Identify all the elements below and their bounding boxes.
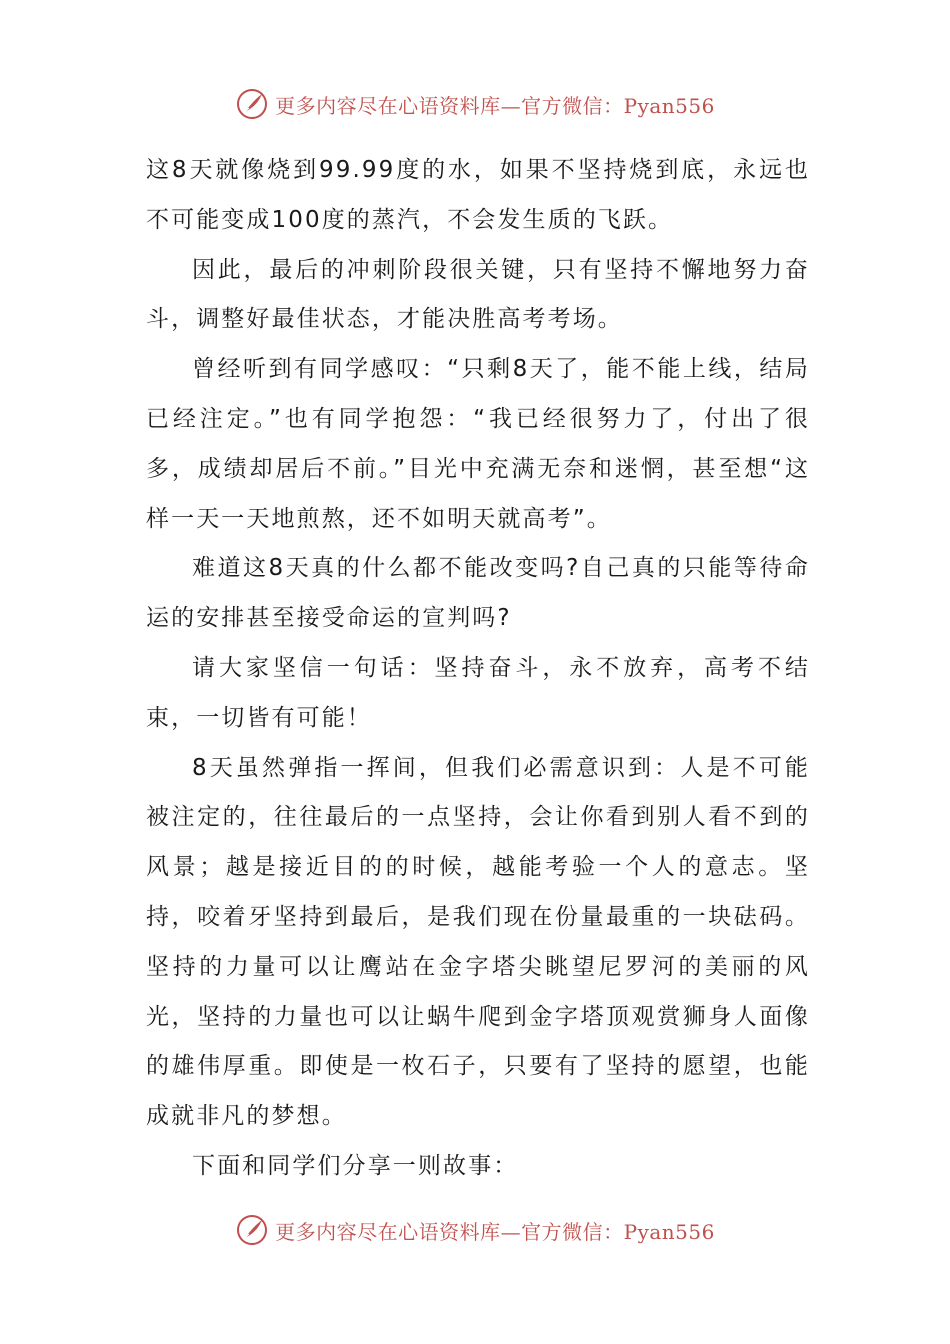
header-watermark-text: 更多内容尽在心语资料库—官方微信：Pyan556 — [275, 93, 715, 118]
paragraph: 难道这8天真的什么都不能改变吗?自己真的只能等待命运的安排甚至接受命运的宣判吗? — [146, 555, 810, 632]
quill-pen-logo-icon — [235, 1213, 269, 1247]
header-watermark — [0, 84, 950, 124]
body-text — [146, 146, 810, 1192]
paragraph: 请大家坚信一句话：坚持奋斗，永不放弃，高考不结束，一切皆有可能！ — [146, 654, 810, 731]
paragraph: 因此，最后的冲刺阶段很关键，只有坚持不懈地努力奋斗，调整好最佳状态，才能决胜高考考场。 — [146, 256, 810, 333]
paragraph: 这8天就像烧到99.99度的水，如果不坚持烧到底，永远也不可能变成100度的蒸汽，不会发生质的飞跃。 — [146, 157, 810, 233]
paragraph: 曾经听到有同学感叹：“只剩8天了，能不能上线，结局已经注定。”也有同学抱怨：“我已经很努力了，付出了很多，成绩却居后不前。”目光中充满无奈和迷惘，甚至想“这样一天一天地煎熬，还不如明天就高考”。 — [146, 356, 810, 532]
footer-watermark — [0, 1210, 950, 1250]
quill-pen-logo-icon — [235, 87, 269, 121]
footer-watermark-text: 更多内容尽在心语资料库—官方微信：Pyan556 — [275, 1219, 715, 1244]
paragraph: 8天虽然弹指一挥间，但我们必需意识到：人是不可能被注定的，往往最后的一点坚持，会让你看到别人看不到的风景；越是接近目的的时候，越能考验一个人的意志。坚持，咬着牙坚持到最后，是我们现在份量最重的一块砝码。坚持的力量可以让鹰站在金字塔尖眺望尼罗河的美丽的风光，坚持的力量也可以让蜗牛爬到金字塔顶观赏狮身人面像的雄伟厚重。即使是一枚石子，只要有了坚持的愿望，也能成就非凡的梦想。 — [146, 754, 810, 1130]
paragraph: 下面和同学们分享一则故事： — [192, 1152, 519, 1179]
